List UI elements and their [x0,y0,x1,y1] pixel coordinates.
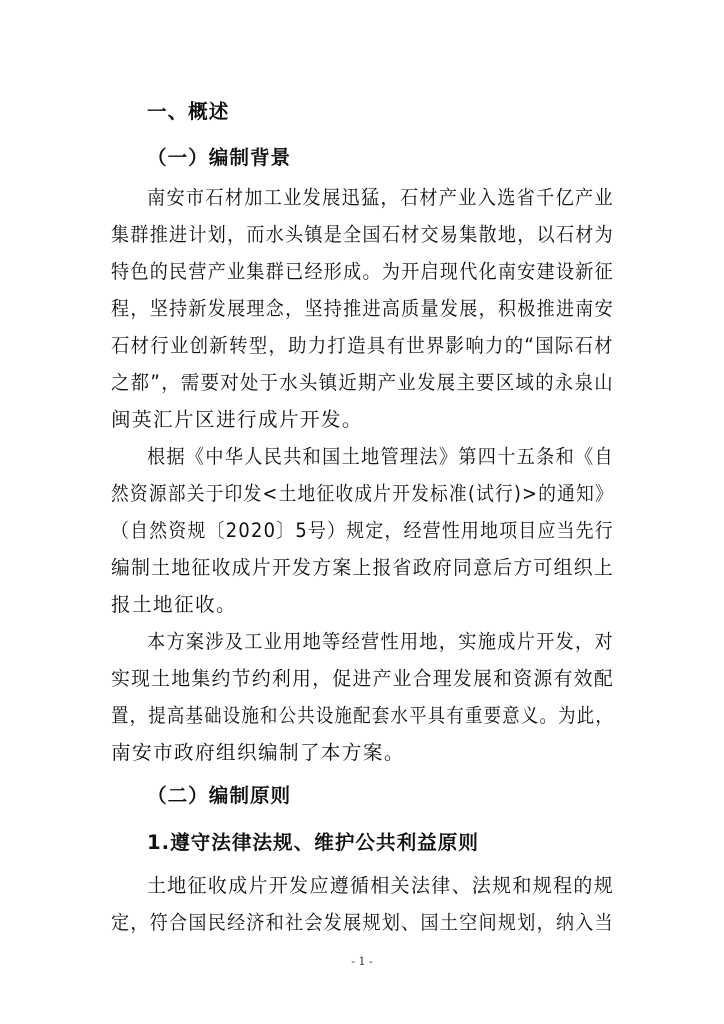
para1-line: 之都”，需要对处于水头镇近期产业发展主要区域的永泉山 [111,371,614,394]
heading-overview: 一、概述 [147,100,230,123]
para1-line: 石材行业创新转型，助力打造具有世界影响力的“国际石材 [111,334,614,357]
para1-line: 闽英汇片区进行成片开发。 [111,408,363,431]
heading-background: （一）编制背景 [147,146,292,169]
para3-line: 实现土地集约节约利用，促进产业合理发展和资源有效配 [111,667,615,690]
para1-line: 特色的民营产业集群已经形成。为开启现代化南安建设新征 [111,260,614,283]
para1-line: 集群推进计划，而水头镇是全国石材交易集散地，以石材为 [111,223,614,246]
para2-line: 然资源部关于印发<土地征收成片开发标准(试行)>的通知》 [111,482,614,505]
heading-principle-1: 1.遵守法律法规、维护公共利益原则 [147,831,479,854]
para3-line: 置，提高基础设施和公共设施配套水平具有重要意义。为此， [111,704,615,727]
para3-line: 本方案涉及工业用地等经营性用地，实施成片开发，对 [147,630,614,653]
para2-line: 根据《中华人民共和国土地管理法》第四十五条和《自 [147,445,614,468]
para4-line: 定，符合国民经济和社会发展规划、国土空间规划，纳入当 [111,911,614,934]
heading-principles: （二）编制原则 [147,784,292,807]
para2-line: 报土地征收。 [111,593,237,616]
para1-line: 程，坚持新发展理念，坚持推进高质量发展，积极推进南安 [111,297,614,320]
para2-line: （自然资规〔2020〕5号）规定，经营性用地项目应当先行 [111,519,614,542]
para3-line: 南安市政府组织编制了本方案。 [111,741,405,764]
para2-line: 编制土地征收成片开发方案上报省政府同意后方可组织上 [111,556,615,579]
page-number: - 1 - [351,955,373,968]
para4-line: 土地征收成片开发应遵循相关法律、法规和规程的规 [147,874,615,897]
para1-line: 南安市石材加工业发展迅猛，石材产业入选省千亿产业 [147,186,614,209]
